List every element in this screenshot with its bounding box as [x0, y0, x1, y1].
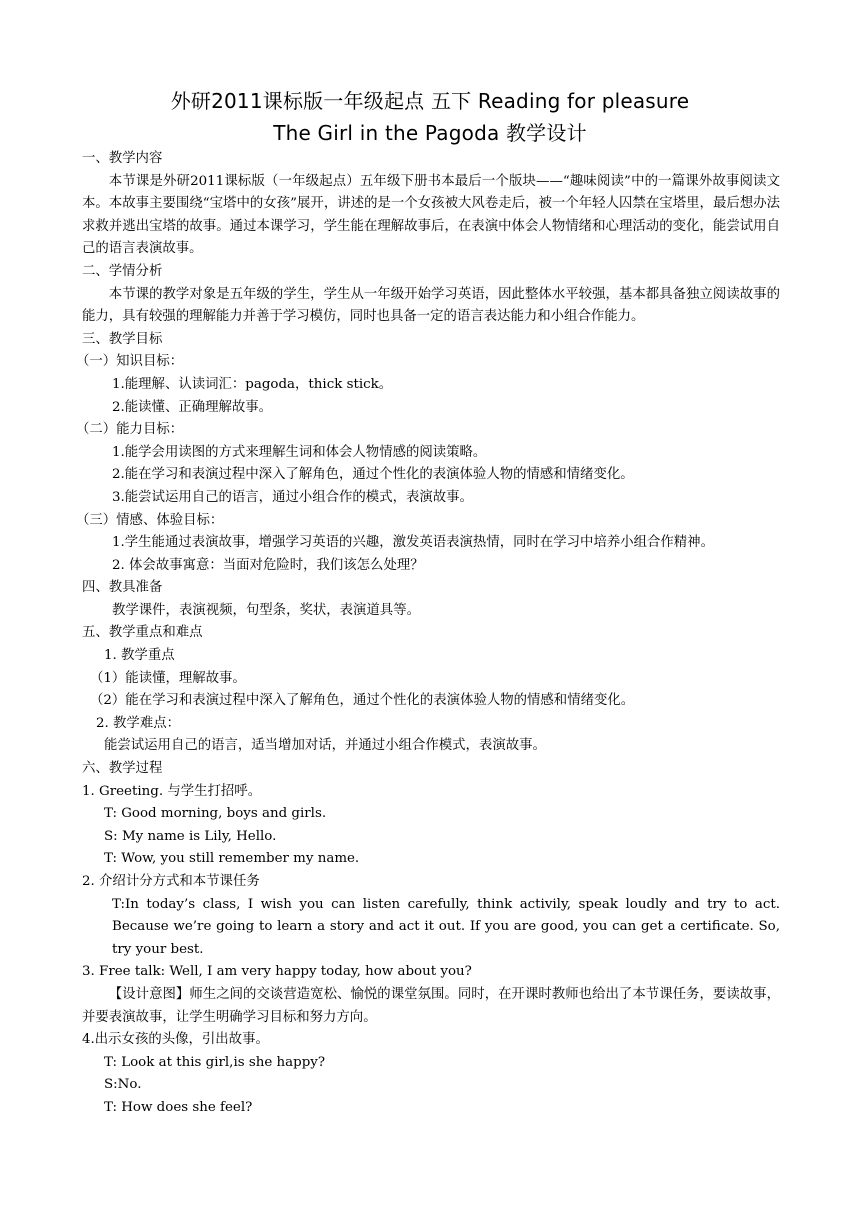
document-body [76, 148, 780, 1120]
paragraph: 本节课是外研2011课标版（一年级起点）五年级下册书本最后一个版块——“趣味阅读”中的一篇课外故事阅读文本。本故事主要围绕“宝塔中的女孩”展开，讲述的是一个女孩被大风卷走后，被一个年轻人囚禁在宝塔里，最后想办法求救并逃出宝塔的故事。通过本课学习，学生能在理解故事后，在表演中体会人物情绪和心理活动的变化，能尝试用自己的语言表演故事。 [82, 173, 780, 257]
document-title-line2: The Girl in the Pagoda 教学设计 [273, 121, 587, 145]
step-heading: 3. Free talk: Well, I am very happy today, how about you? [82, 964, 472, 980]
paragraph: 本节课的教学对象是五年级的学生，学生从一年级开始学习英语，因此整体水平较强，基本都具备独立阅读故事的能力，具有较强的理解能力并善于学习模仿，同时也具备一定的语言表达能力和小组合作能力。 [82, 286, 780, 325]
subheading: （二）能力目标： [76, 422, 184, 438]
subheading: （三）情感、体验目标： [76, 512, 224, 528]
section-heading: 二、学情分析 [82, 263, 163, 279]
dialogue-line: S:No. [104, 1077, 142, 1093]
paragraph: T:In today’s class, I wish you can listen carefully, think activily, speak loudly and try to act. Because we’re going to learn a story and act it out. If you are good, you can get a certificate. So, try your best. [112, 896, 780, 957]
list-item: 1.学生能通过表演故事，增强学习英语的兴趣，激发英语表演热情，同时在学习中培养小组合作精神。 [112, 535, 714, 551]
section-heading: 四、教具准备 [82, 580, 163, 596]
dialogue-line: T: Wow, you still remember my name. [104, 851, 360, 867]
dialogue-line: T: How does she feel? [104, 1099, 253, 1115]
subheading: （一）知识目标： [76, 354, 184, 370]
list-item: 2.能在学习和表演过程中深入了解角色，通过个性化的表演体验人物的情感和情绪变化。 [112, 467, 634, 483]
section-heading: 三、教学目标 [82, 331, 163, 347]
section-heading: 五、教学重点和难点 [82, 625, 203, 641]
step-heading: 4.出示女孩的头像，引出故事。 [82, 1032, 269, 1048]
list-item: 1.能理解、认读词汇：pagoda，thick stick。 [112, 376, 393, 392]
step-heading: 2. 介绍计分方式和本节课任务 [82, 874, 260, 889]
list-item: 1.能学会用读图的方式来理解生词和体会人物情感的阅读策略。 [112, 444, 487, 460]
step-heading: 1. Greeting. 与学生打招呼。 [82, 783, 262, 799]
subheading: 1. 教学重点 [104, 648, 175, 664]
section-heading: 一、教学内容 [82, 151, 163, 166]
list-item: （2）能在学习和表演过程中深入了解角色，通过个性化的表演体验人物的情感和情绪变化。 [90, 693, 635, 709]
dialogue-line: T: Good morning, boys and girls. [104, 806, 327, 822]
paragraph: 教学课件，表演视频，句型条，奖状，表演道具等。 [112, 602, 420, 618]
list-item: 3.能尝试运用自己的语言，通过小组合作的模式，表演故事。 [112, 489, 473, 505]
list-item: （1）能读懂，理解故事。 [90, 670, 246, 686]
design-intent-paragraph: 【设计意图】师生之间的交谈营造宽松、愉悦的课堂氛围。同时，在开课时教师也给出了本节课任务，要读故事，并要表演故事，让学生明确学习目标和努力方向。 [82, 986, 780, 1025]
section-heading: 六、教学过程 [82, 761, 163, 777]
document-title-line1: 外研2011课标版一年级起点 五下 Reading for pleasure [170, 89, 690, 113]
list-item: 2. 体会故事寓意：当面对危险时，我们该怎么处理？ [112, 557, 424, 573]
paragraph: 能尝试运用自己的语言，适当增加对话，并通过小组合作模式，表演故事。 [104, 738, 546, 754]
dialogue-line: S: My name is Lily, Hello. [104, 828, 277, 844]
list-item: 2.能读懂、正确理解故事。 [112, 399, 273, 415]
subheading: 2. 教学难点： [96, 715, 180, 731]
dialogue-line: T: Look at this girl,is she happy? [104, 1054, 326, 1070]
